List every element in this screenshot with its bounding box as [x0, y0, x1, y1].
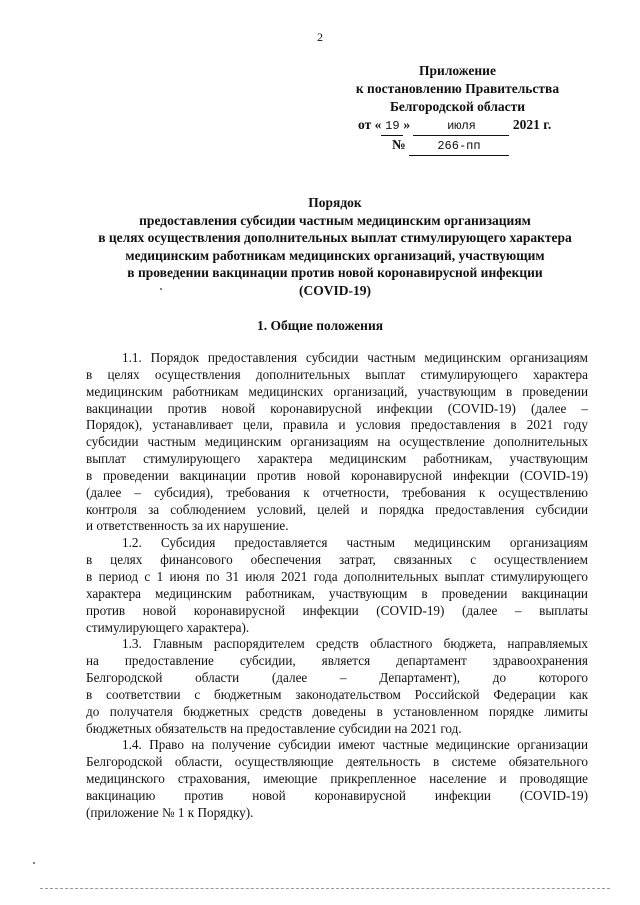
body-text	[86, 350, 588, 822]
title-line: в целях осуществления дополнительных выплат стимулирующего характера	[98, 230, 572, 245]
text-line: выплат стимулирующего характера медицинским работникам, участвующим	[86, 451, 588, 467]
scan-speck	[33, 862, 35, 864]
paragraph-1-1	[86, 350, 588, 535]
document-title	[70, 194, 600, 299]
appendix-date-line	[340, 116, 575, 136]
text-line: бюджетных обязательств на предоставление субсидии на 2021 год.	[86, 720, 462, 736]
paragraph-1-2	[86, 535, 588, 636]
text-line: Порядок), устанавливает цели, правила и условия предоставления в 2021 году	[86, 417, 588, 433]
text-line: Белгородской области, осуществляющие деятельность в системе обязательного	[86, 754, 588, 770]
number-prefix: №	[392, 137, 406, 152]
text-line: в соответствии с бюджетным законодательством Российской Федерации как	[86, 686, 588, 702]
text-line: и ответственность за их нарушение.	[86, 518, 289, 534]
title-line: (COVID-19)	[299, 282, 371, 298]
text-line: в проведении вакцинации против новой коронавирусной инфекции (COVID-19)	[86, 467, 588, 483]
date-year: 2021 г.	[512, 117, 552, 132]
text-line: 1.4. Право на получение субсидии имеют частные медицинские организации	[122, 737, 588, 753]
text-line: против новой коронавирусной инфекции (COVID-19) (далее – выплаты	[86, 602, 588, 618]
date-quote-close: »	[403, 117, 411, 132]
appendix-number-line	[340, 136, 575, 156]
text-line: субсидии частным медицинским организациям на осуществление дополнительных	[86, 434, 588, 450]
text-line: медицинского страхования, имеющие прикрепленное население и проводящие	[86, 771, 588, 787]
text-line: вакцинацию против новой коронавирусной инфекции (COVID-19)	[86, 787, 588, 803]
text-line: 1.1. Порядок предоставления субсидии частным медицинским организациям	[122, 350, 588, 365]
page-number: 2	[317, 30, 323, 44]
scan-speck	[160, 288, 162, 290]
date-day: 19	[381, 117, 403, 136]
text-line: характера медицинским работникам, участвующим в проведении вакцинации	[86, 585, 588, 601]
text-line: медицинским работникам медицинских организаций, участвующим в проведении	[86, 383, 588, 399]
title-line: медицинским работникам медицинских организаций, участвующим	[125, 247, 545, 263]
appendix-block	[340, 62, 575, 156]
text-line: вакцинации против новой коронавирусной инфекции (COVID-19) (далее –	[86, 400, 588, 416]
title-line: Порядок	[308, 195, 362, 210]
title-line: в проведении вакцинации против новой коронавирусной инфекции	[127, 265, 543, 280]
date-month: июля	[413, 117, 509, 136]
text-line: (далее – субсидия), требования к отчетности, требования к осуществлению	[86, 484, 588, 500]
text-line: 1.3. Главным распорядителем средств областного бюджета, направляемых	[122, 636, 588, 652]
text-line: на предоставление субсидии, является департамент здравоохранения	[86, 653, 588, 669]
text-line: стимулирующего характера).	[86, 619, 250, 635]
appendix-line-3: Белгородской области	[389, 99, 526, 114]
appendix-line-2: к постановлению Правительства	[355, 81, 560, 96]
scan-edge-line	[40, 888, 610, 889]
paragraph-1-3	[86, 636, 588, 737]
text-line: контроля за соблюдением условий, целей и порядка предоставления субсидии	[86, 501, 588, 517]
paragraph-1-4	[86, 737, 588, 821]
text-line: 1.2. Субсидия предоставляется частным медицинским организациям	[122, 535, 588, 551]
text-line: до получателя бюджетных средств доведены в установленном порядке лимиты	[86, 703, 588, 719]
section-heading: 1. Общие положения	[256, 318, 384, 333]
text-line: (приложение № 1 к Порядку).	[86, 804, 254, 820]
title-line: предоставления субсидии частным медицинским организациям	[139, 212, 531, 228]
document-number: 266-пп	[409, 137, 509, 156]
text-line: в целях осуществления дополнительных выплат стимулирующего характера	[86, 366, 588, 382]
date-prefix: от «	[358, 117, 382, 132]
text-line: в целях финансового обеспечения затрат, связанных с осуществлением	[86, 552, 588, 568]
appendix-title: Приложение	[419, 63, 496, 78]
text-line: в период с 1 июня по 31 июля 2021 года дополнительных выплат стимулирующего	[86, 568, 588, 584]
text-line: Белгородской области (далее – Департамент), до которого	[86, 670, 588, 686]
